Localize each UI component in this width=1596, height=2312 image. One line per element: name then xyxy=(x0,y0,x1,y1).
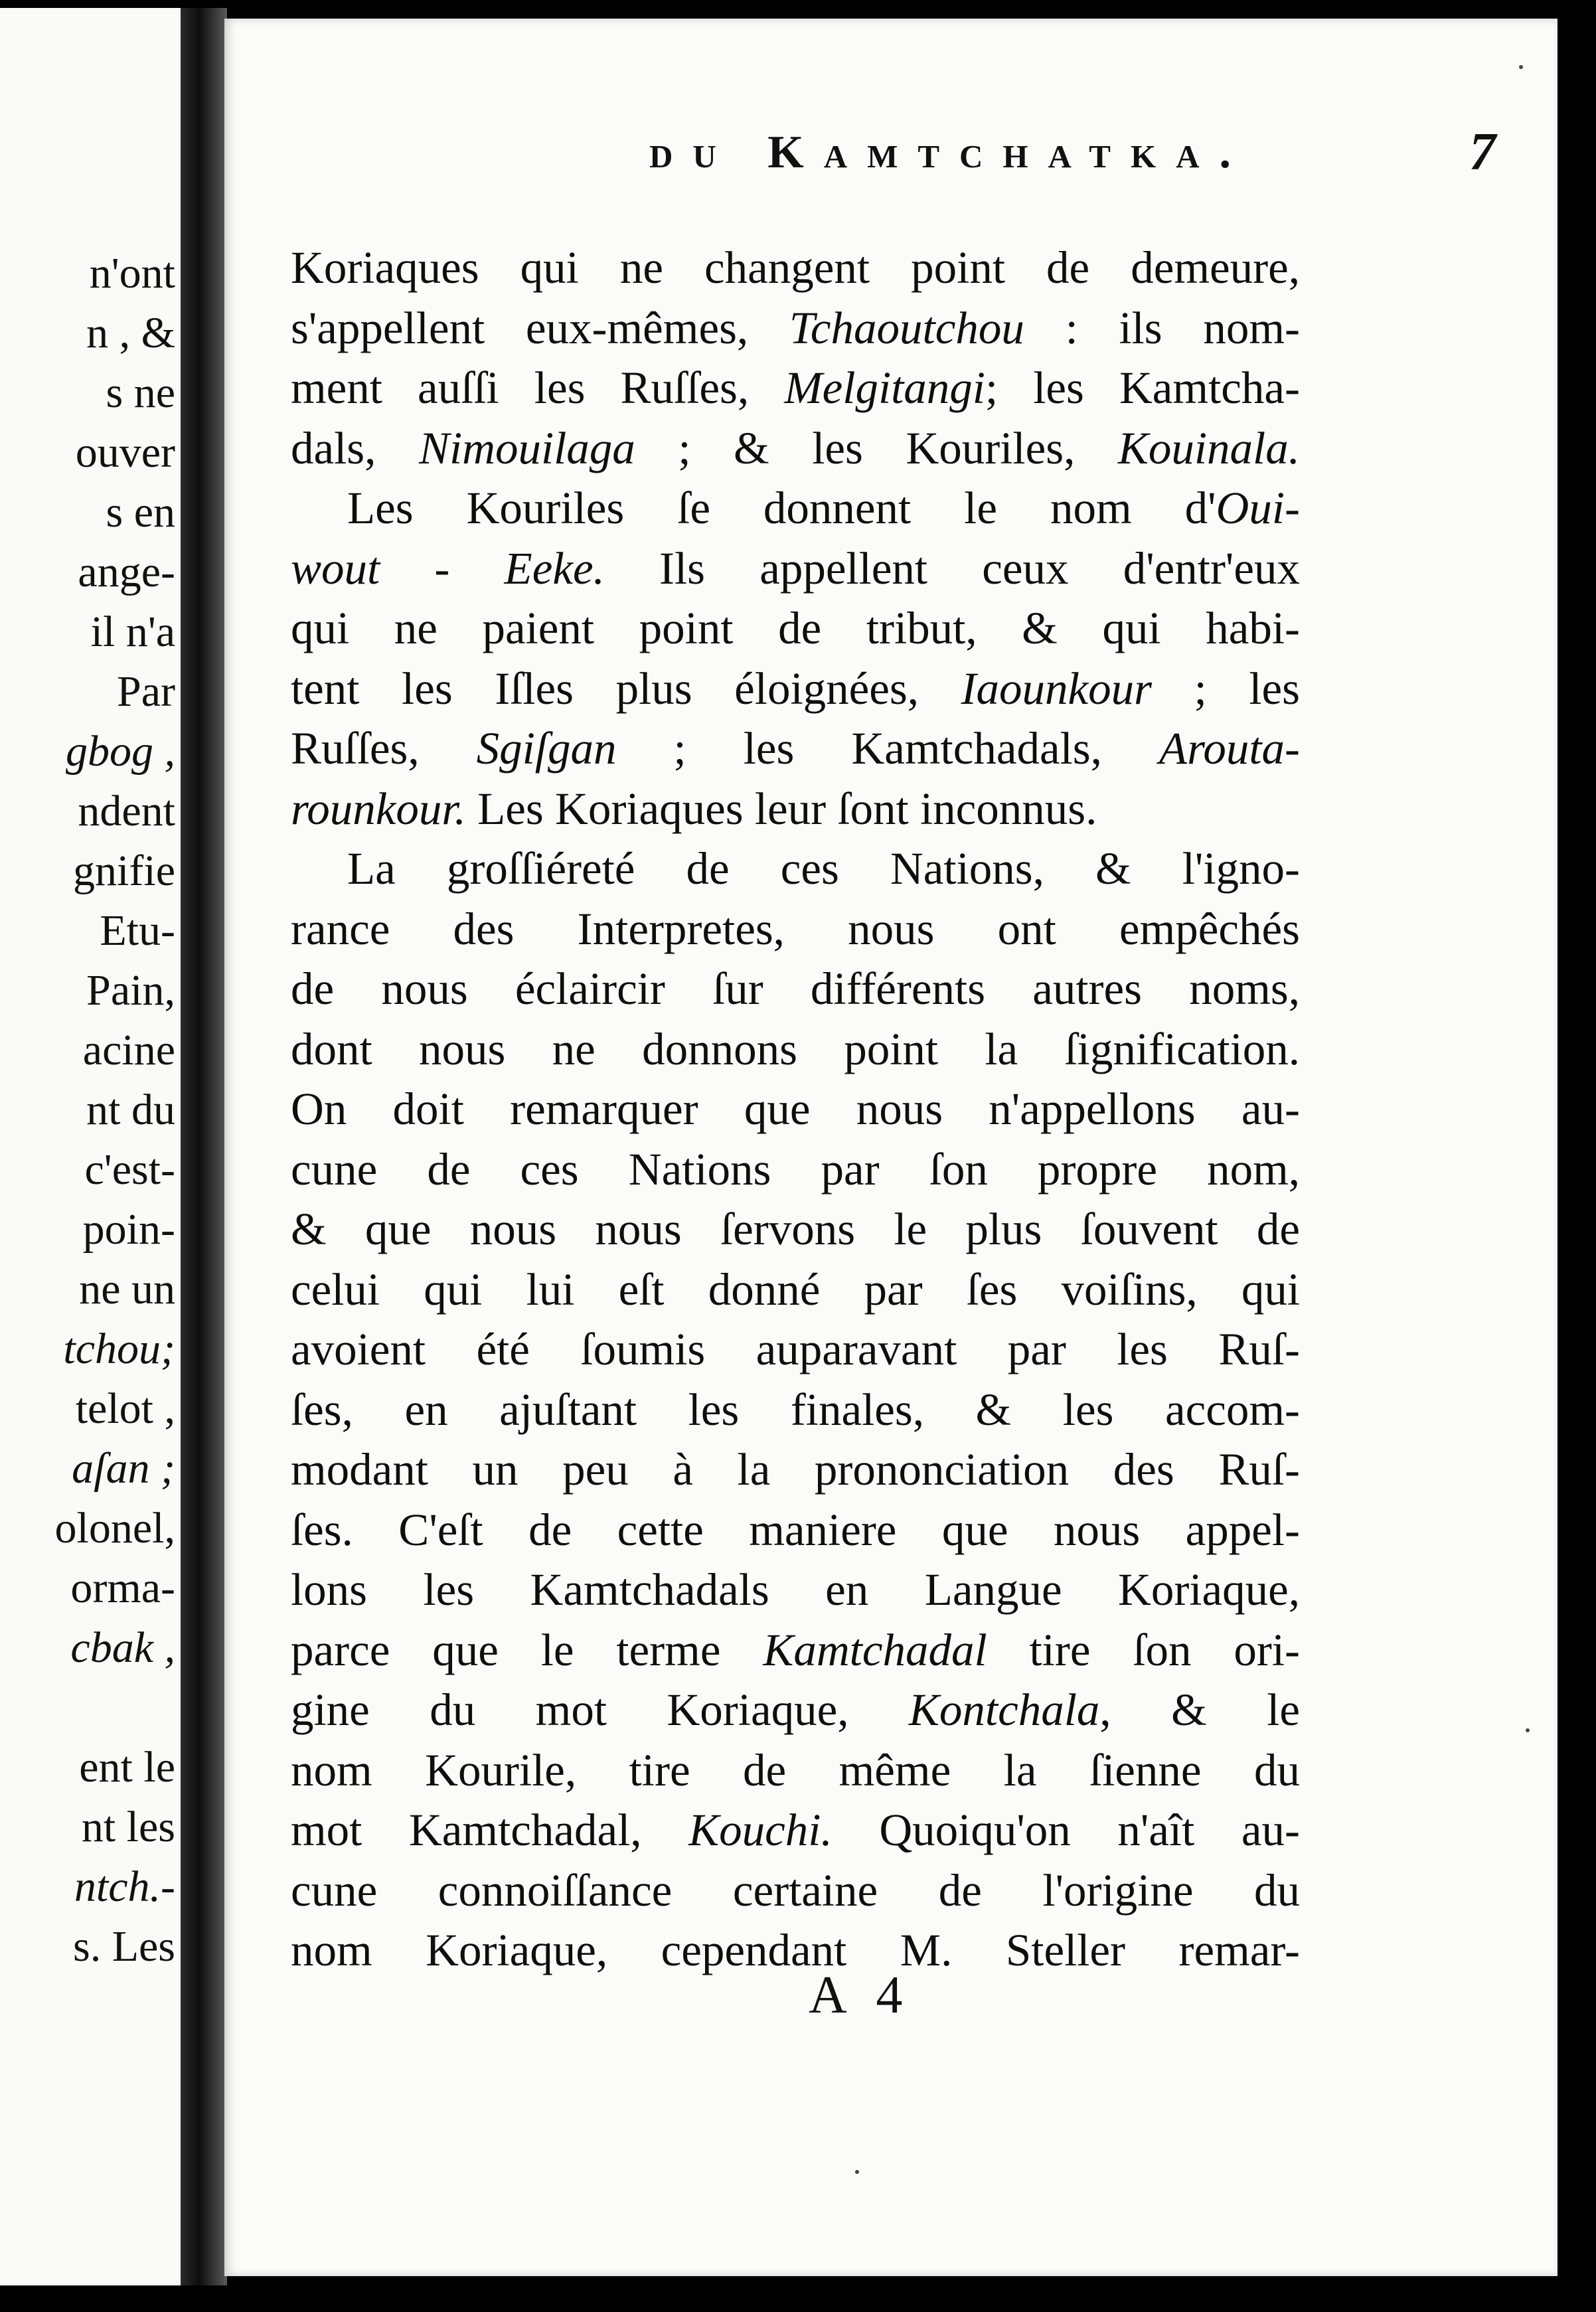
text-line xyxy=(291,1680,1300,1740)
previous-page-line: n'ont xyxy=(89,249,175,297)
previous-page-line: acine xyxy=(82,1026,175,1074)
italic-term: rounkour. xyxy=(291,783,466,834)
text-line xyxy=(291,1079,1300,1139)
text-segment: Ils appellent ceux d'entr'eux xyxy=(604,542,1300,594)
text-segment: qui ne paient point de tribut, & qui habi- xyxy=(291,603,1300,653)
text-segment: tent les Iſles plus éloignées, xyxy=(291,663,961,714)
previous-page-line: Etu- xyxy=(100,906,175,955)
text-segment: nom Koriaque, cependant M. Steller remar- xyxy=(291,1925,1300,1975)
text-segment: cune de ces Nations par ſon propre nom, xyxy=(291,1143,1300,1195)
text-segment: avoient été ſoumis auparavant par les Ruſ- xyxy=(291,1324,1300,1374)
text-segment: ; les Kamtcha- xyxy=(985,363,1300,413)
ink-speck xyxy=(1519,65,1523,69)
italic-term: Kouinala. xyxy=(1117,422,1300,473)
ink-speck xyxy=(1526,1728,1530,1732)
text-segment: ſes, en ajuſtant les finales, & les accom- xyxy=(291,1384,1300,1435)
book-page xyxy=(224,19,1557,2276)
text-segment: dals, xyxy=(291,422,419,473)
text-line xyxy=(291,1860,1300,1921)
text-segment: , & le xyxy=(1099,1685,1300,1735)
text-segment: de nous éclaircir ſur différents autres noms, xyxy=(291,963,1300,1014)
text-segment: Koriaques qui ne changent point de demeure, xyxy=(291,242,1300,293)
text-segment: ; les xyxy=(1152,663,1300,714)
text-line xyxy=(291,1260,1300,1320)
previous-page-line-ends xyxy=(0,244,175,1977)
text-line xyxy=(291,1740,1300,1801)
text-line xyxy=(291,1139,1300,1200)
text-segment: On doit remarquer que nous n'appellons au- xyxy=(291,1084,1300,1134)
text-segment: ſes. C'eſt de cette maniere que nous appel- xyxy=(291,1504,1300,1555)
text-segment: ; les Kamtchadals, xyxy=(616,723,1159,774)
text-line xyxy=(291,1440,1300,1500)
book-gutter xyxy=(181,8,227,2285)
italic-term: Melgitangi xyxy=(784,363,985,413)
previous-page-line: nt les xyxy=(81,1803,175,1851)
italic-term: Kontchala xyxy=(908,1685,1100,1735)
previous-page-line: s ne xyxy=(106,369,175,417)
previous-page-line: ange- xyxy=(78,548,175,596)
italic-term: Nimouilaga xyxy=(418,422,635,473)
previous-page-line: aſan ; xyxy=(72,1444,175,1493)
text-line xyxy=(291,1620,1300,1681)
previous-page-line: tchou; xyxy=(63,1325,175,1373)
text-line xyxy=(291,478,1300,538)
text-line xyxy=(291,959,1300,1019)
text-segment: ment auſſi les Ruſſes, xyxy=(291,363,785,413)
previous-page-line: orma- xyxy=(70,1564,175,1612)
italic-term: Kamtchadal xyxy=(763,1624,987,1675)
text-segment: Quoiqu'on n'aît au- xyxy=(832,1805,1300,1855)
text-line xyxy=(291,1199,1300,1260)
page-header xyxy=(424,120,1552,193)
text-segment: rance des Interpretes, nous ont empêchés xyxy=(291,903,1300,954)
text-segment: nom Kourile, tire de même la ſienne du xyxy=(291,1744,1300,1795)
italic-term: Sgiſgan xyxy=(476,723,617,774)
text-segment: gine du mot Koriaque, xyxy=(291,1685,909,1735)
italic-term: wout - Eeke. xyxy=(291,542,605,594)
text-line xyxy=(291,418,1300,479)
text-line xyxy=(291,1380,1300,1440)
text-line xyxy=(291,899,1300,959)
previous-page-line: nt du xyxy=(86,1086,175,1134)
text-line xyxy=(291,598,1300,659)
text-segment: mot Kamtchadal, xyxy=(291,1805,689,1855)
text-line xyxy=(291,779,1300,839)
page-number: 7 xyxy=(1469,123,1496,181)
text-segment: & que nous nous ſervons le plus ſouvent de xyxy=(291,1204,1300,1254)
text-segment: La groſſiéreté de ces Nations, & l'igno- xyxy=(347,843,1300,894)
text-segment: s'appellent eux-mêmes, xyxy=(291,302,789,353)
previous-page-line: telot , xyxy=(75,1384,175,1433)
text-segment: Les Koriaques leur ſont inconnus. xyxy=(465,783,1097,834)
previous-page-line: ne un xyxy=(79,1265,175,1313)
previous-page-line: c'est- xyxy=(84,1145,175,1194)
text-line xyxy=(291,718,1300,779)
italic-term: Iaounkour xyxy=(961,663,1153,714)
previous-page-line: gnifie xyxy=(73,847,175,895)
text-line xyxy=(291,659,1300,719)
text-line xyxy=(291,1560,1300,1620)
previous-page-line: Par xyxy=(117,667,175,716)
previous-page-line: n , & xyxy=(86,309,175,357)
text-line xyxy=(291,238,1300,298)
text-segment: Ruſſes, xyxy=(291,723,477,774)
previous-page-line: ntch.- xyxy=(74,1862,175,1911)
previous-page-fragment xyxy=(0,8,181,2285)
previous-page-line xyxy=(0,1678,175,1738)
text-line xyxy=(291,839,1300,899)
previous-page-line: cbak , xyxy=(70,1623,175,1672)
italic-term: Tchaoutchou xyxy=(789,302,1024,353)
text-segment: tire ſon ori- xyxy=(987,1624,1300,1675)
italic-term: Oui- xyxy=(1216,483,1300,533)
text-line xyxy=(291,538,1300,599)
signature-mark: A 4 xyxy=(809,1966,912,2024)
body-text xyxy=(291,238,1300,1981)
text-line xyxy=(291,298,1300,359)
previous-page-line: s. Les xyxy=(73,1922,175,1971)
previous-page-line: gbog , xyxy=(66,727,175,776)
text-segment: parce que le terme xyxy=(291,1624,763,1675)
text-segment: Les Kouriles ſe donnent le nom d' xyxy=(347,483,1216,533)
text-line xyxy=(291,1500,1300,1560)
text-line xyxy=(291,1019,1300,1080)
ink-speck xyxy=(855,2170,859,2174)
text-segment: lons les Kamtchadals en Langue Koriaque, xyxy=(291,1564,1300,1615)
text-segment: dont nous ne donnons point la ſignification. xyxy=(291,1023,1300,1074)
previous-page-line: s en xyxy=(106,488,175,537)
italic-term: Arouta- xyxy=(1158,723,1301,774)
previous-page-line: poin- xyxy=(82,1205,175,1254)
text-segment: modant un peu à la prononciation des Ruſ- xyxy=(291,1444,1300,1495)
previous-page-line: Pain, xyxy=(86,966,175,1015)
previous-page-line: il n'a xyxy=(90,608,175,656)
text-line xyxy=(291,358,1300,418)
previous-page-line: olonel, xyxy=(54,1504,175,1552)
previous-page-line: ndent xyxy=(78,787,175,835)
text-segment: celui qui lui eſt donné par ſes voiſins, qui xyxy=(291,1264,1300,1315)
text-segment: : ils nom- xyxy=(1024,302,1300,353)
text-line xyxy=(291,1319,1300,1380)
previous-page-line: ouver xyxy=(75,428,175,477)
text-segment: ; & les Kouriles, xyxy=(635,422,1118,473)
previous-page-line: ent le xyxy=(79,1743,175,1791)
text-segment: cune connoiſſance certaine de l'origine du xyxy=(291,1864,1300,1916)
text-line xyxy=(291,1920,1300,1981)
running-title: du Kamtchatka. xyxy=(649,127,1251,178)
text-line xyxy=(291,1800,1300,1860)
italic-term: Kouchi. xyxy=(688,1805,833,1855)
